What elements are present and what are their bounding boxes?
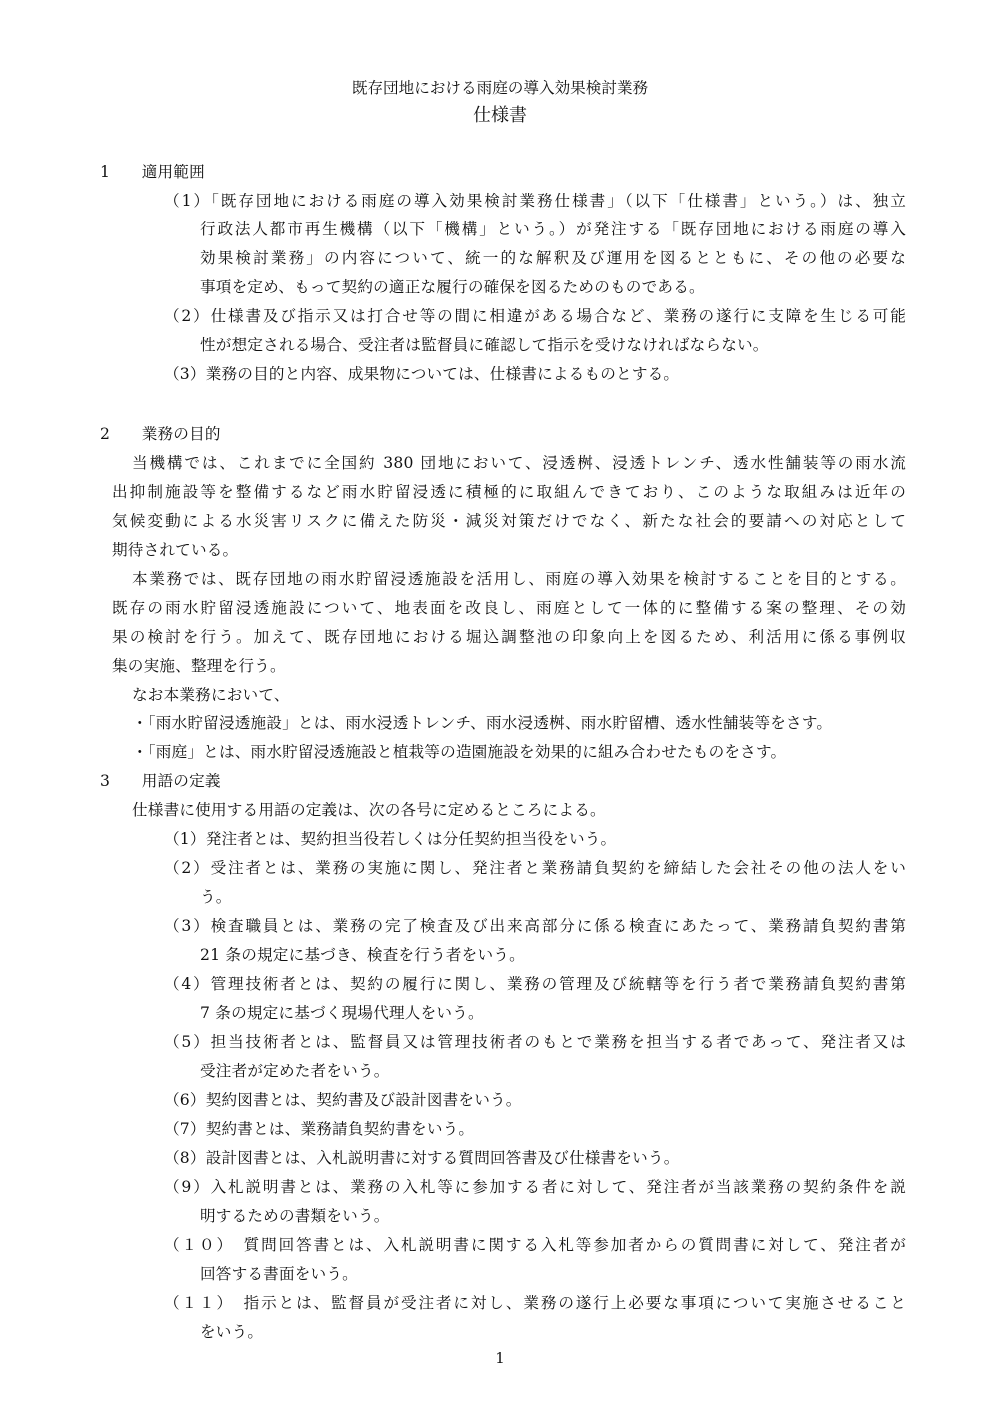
list-item: （1）発注者とは、契約担当役若しくは分任契約担当役をいう。 bbox=[164, 830, 617, 848]
list-item-continuation: 明するための書類をいう。 bbox=[200, 1207, 390, 1225]
paragraph-line: 集の実施、整理を行う。 bbox=[112, 657, 286, 675]
list-item: （7）契約書とは、業務請負契約書をいう。 bbox=[164, 1120, 475, 1138]
list-item-continuation: 事項を定め、もって契約の適正な履行の確保を図るためのものである。 bbox=[200, 278, 705, 296]
page-number: 1 bbox=[495, 1349, 505, 1367]
list-item: （１０） 質問回答書とは、入札説明書に関する入札等参加者からの質問書に対して、発注者が bbox=[164, 1236, 906, 1254]
list-item: （3）業務の目的と内容、成果物については、仕様書によるものとする。 bbox=[164, 365, 680, 383]
list-item-continuation: をいう。 bbox=[200, 1323, 264, 1341]
list-item: （2）仕様書及び指示又は打合せ等の間に相違がある場合など、業務の遂行に支障を生じる可能 bbox=[164, 307, 906, 325]
list-item-continuation: 性が想定される場合、受注者は監督員に確認して指示を受けなければならない。 bbox=[200, 336, 769, 354]
list-item-continuation: 行政法人都市再生機構（以下「機構」という。）が発注する「既存団地における雨庭の導入 bbox=[200, 220, 906, 238]
paragraph-line: 期待されている。 bbox=[112, 541, 239, 559]
document-subtitle: 仕様書 bbox=[473, 105, 527, 126]
section-heading: 1 適用範囲 bbox=[100, 163, 205, 181]
list-item-continuation: 回答する書面をいう。 bbox=[200, 1265, 358, 1283]
list-item: （１１） 指示とは、監督員が受注者に対し、業務の遂行上必要な事項について実施させること bbox=[164, 1294, 906, 1312]
paragraph-line: 気候変動による水災害リスクに備えた防災・減災対策だけでなく、新たな社会的要請への対応として bbox=[112, 512, 906, 530]
list-item-continuation: 21 条の規定に基づき、検査を行う者をいう。 bbox=[200, 946, 525, 964]
list-item: （8）設計図書とは、入札説明書に対する質問回答書及び仕様書をいう。 bbox=[164, 1149, 680, 1167]
bullet-item: ・「雨庭」とは、雨水貯留浸透施設と植栽等の造園施設を効果的に組み合わせたものをさす。 bbox=[132, 743, 787, 761]
list-item-continuation: う。 bbox=[200, 888, 232, 906]
paragraph-line: 本業務では、既存団地の雨水貯留浸透施設を活用し、雨庭の導入効果を検討することを目的とする。 bbox=[132, 570, 906, 588]
paragraph-line: なお本業務において、 bbox=[132, 686, 290, 704]
list-item-continuation: 7 条の規定に基づく現場代理人をいう。 bbox=[200, 1004, 484, 1022]
list-item: （1）「既存団地における雨庭の導入効果検討業務仕様書」（以下「仕様書」という。）は、独立 bbox=[164, 192, 906, 210]
paragraph-line: 果の検討を行う。加えて、既存団地における堀込調整池の印象向上を図るため、利活用に係る事例収 bbox=[112, 628, 906, 646]
paragraph-line: 当機構では、これまでに全国約 380 団地において、浸透桝、浸透トレンチ、透水性舗装等の雨水流 bbox=[132, 454, 906, 472]
section-heading: 3 用語の定義 bbox=[100, 772, 221, 790]
paragraph-line: 出抑制施設等を整備するなど雨水貯留浸透に積極的に取組んできており、このような取組みは近年の bbox=[112, 483, 906, 501]
bullet-item: ・「雨水貯留浸透施設」とは、雨水浸透トレンチ、雨水浸透桝、雨水貯留槽、透水性舗装等をさす。 bbox=[132, 714, 833, 732]
section-heading: 2 業務の目的 bbox=[100, 425, 221, 443]
list-item-continuation: 受注者が定めた者をいう。 bbox=[200, 1062, 390, 1080]
paragraph-line: 仕様書に使用する用語の定義は、次の各号に定めるところによる。 bbox=[132, 801, 606, 819]
list-item: （3）検査職員とは、業務の完了検査及び出来高部分に係る検査にあたって、業務請負契約書第 bbox=[164, 917, 906, 935]
document-title: 既存団地における雨庭の導入効果検討業務 bbox=[351, 79, 649, 97]
list-item: （5）担当技術者とは、監督員又は管理技術者のもとで業務を担当する者であって、発注者又は bbox=[164, 1033, 906, 1051]
list-item: （2）受注者とは、業務の実施に関し、発注者と業務請負契約を締結した会社その他の法人をい bbox=[164, 859, 906, 877]
list-item: （6）契約図書とは、契約書及び設計図書をいう。 bbox=[164, 1091, 522, 1109]
paragraph-line: 既存の雨水貯留浸透施設について、地表面を改良し、雨庭として一体的に整備する案の整理、その効 bbox=[112, 599, 906, 617]
list-item: （9）入札説明書とは、業務の入札等に参加する者に対して、発注者が当該業務の契約条件を説 bbox=[164, 1178, 906, 1196]
list-item: （4）管理技術者とは、契約の履行に関し、業務の管理及び統轄等を行う者で業務請負契約書第 bbox=[164, 975, 906, 993]
list-item-continuation: 効果検討業務」の内容について、統一的な解釈及び運用を図るとともに、その他の必要な bbox=[200, 249, 906, 267]
